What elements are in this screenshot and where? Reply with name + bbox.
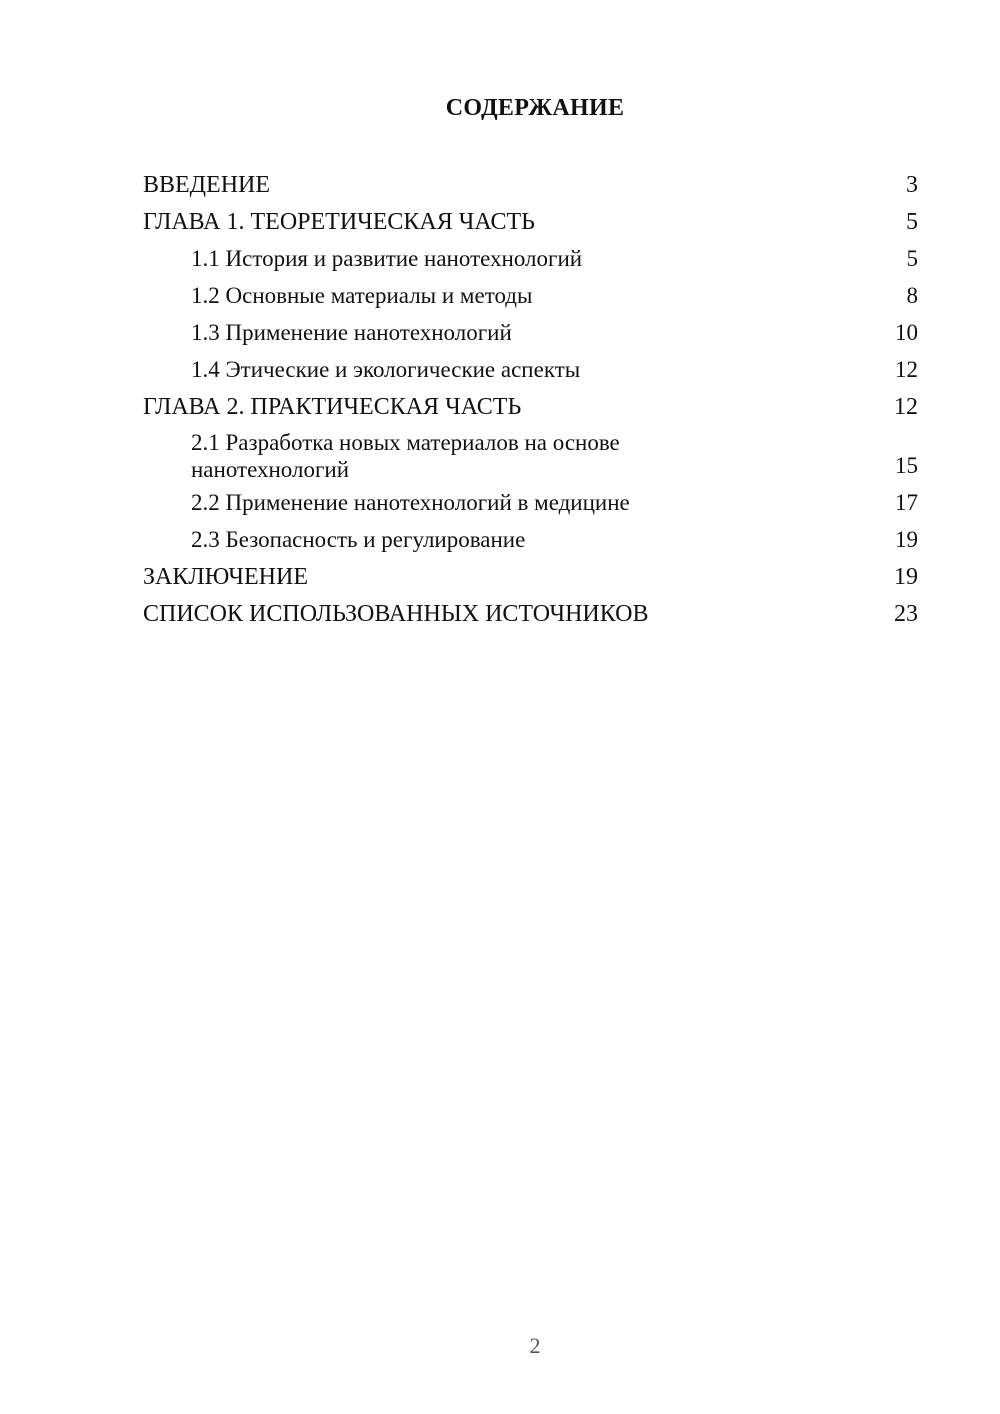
- toc-entry-label: 1.1 История и развитие нанотехнологий: [191, 246, 583, 271]
- toc-entry-page: 10: [895, 320, 918, 345]
- toc-entry-label: ГЛАВА 2. ПРАКТИЧЕСКАЯ ЧАСТЬ: [143, 394, 522, 420]
- toc-entry-label: ВВЕДЕНИЕ: [143, 172, 271, 198]
- toc-entry-chapter-1: [143, 205, 918, 239]
- toc-entry-label: 2.2 Применение нанотехнологий в медицине: [191, 490, 630, 515]
- toc-entry-section-2-3: [143, 523, 918, 557]
- toc-entry-section-2-2: [143, 486, 918, 520]
- toc-entry-label: ГЛАВА 1. ТЕОРЕТИЧЕСКАЯ ЧАСТЬ: [143, 209, 535, 235]
- toc-entry-label: 1.3 Применение нанотехнологий: [191, 320, 512, 345]
- toc-entry-references: [143, 597, 918, 631]
- toc-entry-label: СПИСОК ИСПОЛЬЗОВАННЫХ ИСТОЧНИКОВ: [143, 601, 649, 627]
- page-title: СОДЕРЖАНИЕ: [445, 95, 625, 121]
- toc-entry-page: 5: [906, 246, 918, 271]
- toc-entry-page: 3: [906, 172, 918, 198]
- toc-entry-section-1-4: [143, 353, 918, 387]
- toc-entry-chapter-2: [143, 390, 918, 424]
- toc-entry-conclusion: [143, 560, 918, 594]
- table-of-contents: [143, 168, 918, 634]
- toc-entry-page: 19: [895, 527, 918, 552]
- toc-entry-page: 12: [894, 394, 918, 420]
- toc-entry-page: 12: [895, 357, 918, 382]
- toc-entry-page: 23: [894, 601, 918, 627]
- toc-entry-label: ЗАКЛЮЧЕНИЕ: [143, 564, 308, 590]
- toc-entry-label: 1.4 Этические и экологические аспекты: [191, 357, 581, 382]
- toc-entry-section-2-1: [143, 427, 918, 483]
- toc-entry-label: 1.2 Основные материалы и методы: [191, 283, 533, 308]
- toc-entry-page: 15: [895, 453, 918, 478]
- toc-entry-page: 19: [894, 564, 918, 590]
- toc-entry-section-1-2: [143, 279, 918, 313]
- toc-entry-page: 5: [906, 209, 918, 235]
- toc-entry-page: 17: [895, 490, 918, 515]
- toc-entry-section-1-1: [143, 242, 918, 276]
- toc-entry-page: 8: [906, 283, 918, 308]
- toc-entry-introduction: [143, 168, 918, 202]
- page-number: 2: [529, 1333, 541, 1358]
- toc-entry-section-1-3: [143, 316, 918, 350]
- toc-entry-label: 2.1 Разработка новых материалов на основе нанотехнологий: [191, 430, 620, 482]
- toc-entry-label: 2.3 Безопасность и регулирование: [191, 527, 526, 552]
